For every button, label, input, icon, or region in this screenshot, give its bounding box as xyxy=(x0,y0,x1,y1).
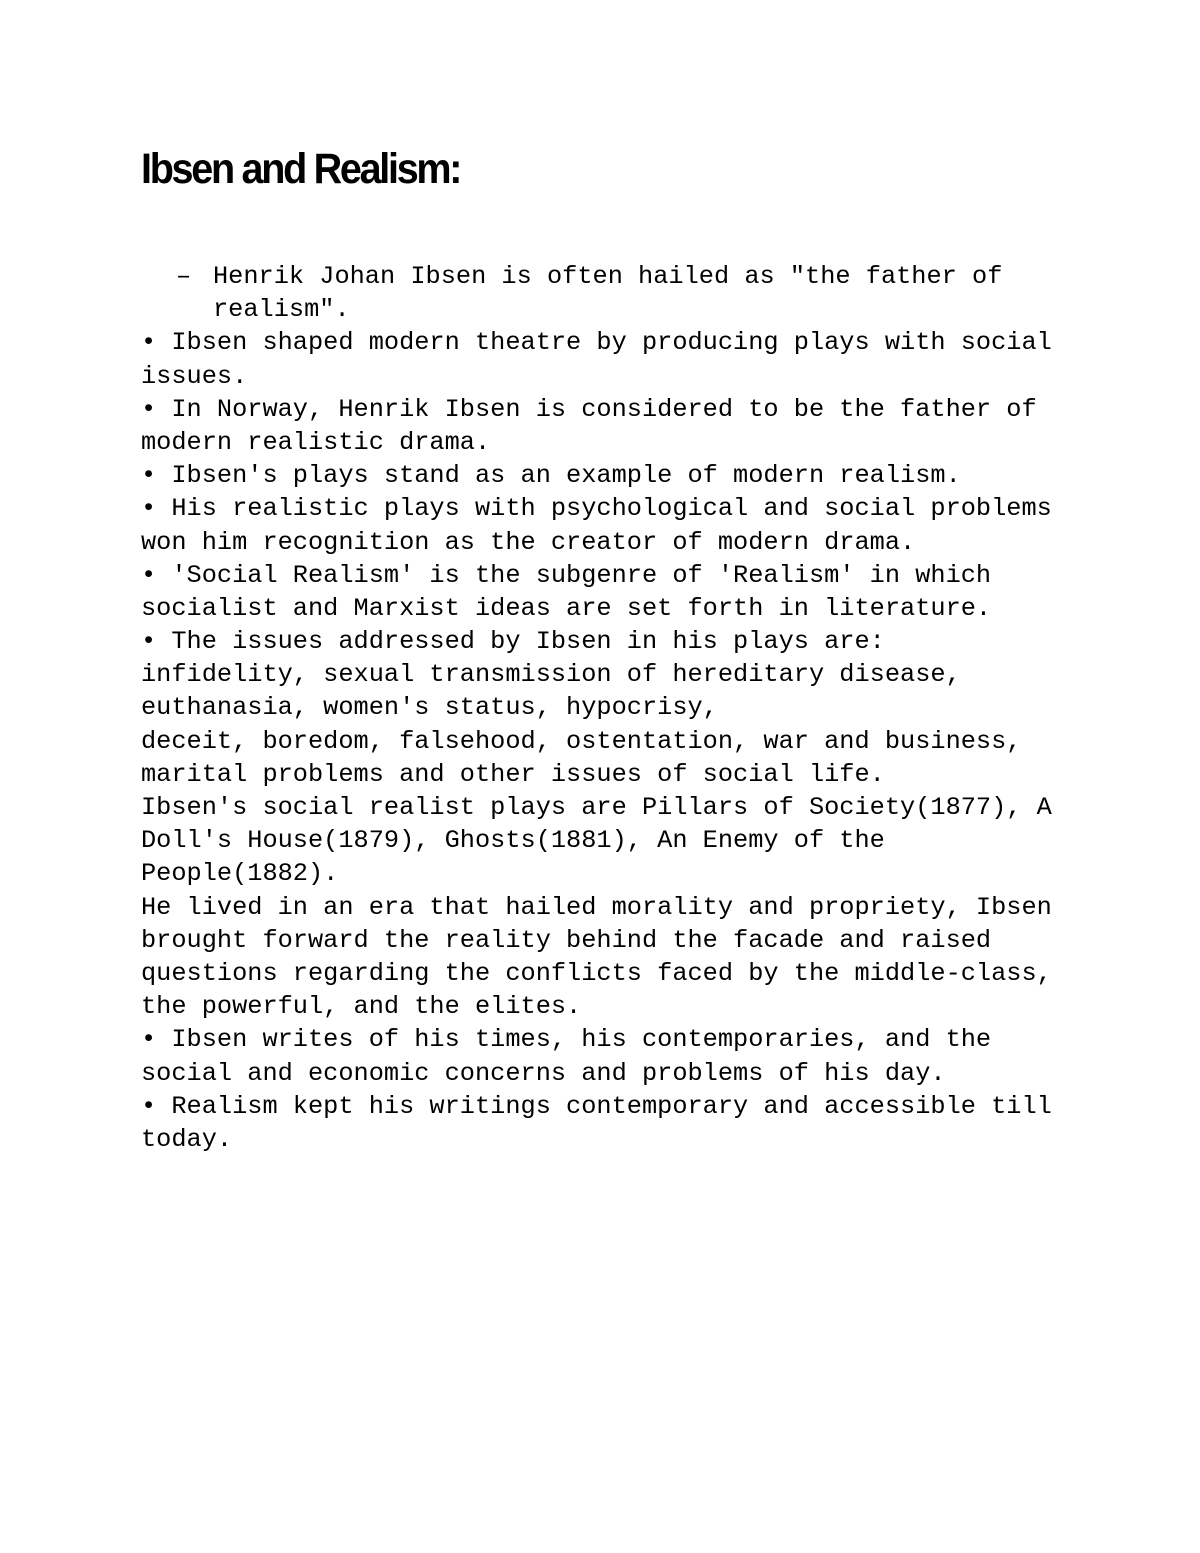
text-line: deceit, boredom, falsehood, ostentation, war and business, xyxy=(141,726,1022,756)
dash-marker: – xyxy=(176,262,192,291)
text-line: • Ibsen's plays stand as an example of modern realism. xyxy=(141,461,961,491)
text-line: modern realistic drama. xyxy=(141,427,491,457)
text-line: brought forward the reality behind the facade and raised xyxy=(141,925,992,955)
text-line: social and economic concerns and problems of his day. xyxy=(141,1058,946,1088)
text-line: • In Norway, Henrik Ibsen is considered to be the father of xyxy=(141,394,1037,424)
text-line: the powerful, and the elites. xyxy=(141,992,582,1022)
text-line: • Ibsen shaped modern theatre by producing plays with social xyxy=(141,328,1052,358)
text-line: infidelity, sexual transmission of hereditary disease, xyxy=(141,660,961,690)
document-body xyxy=(141,260,1071,1156)
dash-list-item xyxy=(141,260,1071,326)
text-line: • Ibsen writes of his times, his contemporaries, and the xyxy=(141,1025,992,1055)
text-line: People(1882). xyxy=(141,859,339,889)
dash-item-text: Henrik Johan Ibsen is often hailed as "the father of realism". xyxy=(213,262,1003,325)
text-line: • 'Social Realism' is the subgenre of 'Realism' in which xyxy=(141,560,992,590)
text-line: today. xyxy=(141,1124,233,1154)
text-line: He lived in an era that hailed morality and propriety, Ibsen xyxy=(141,892,1052,922)
text-line: issues. xyxy=(141,361,248,391)
text-line: • Realism kept his writings contemporary and accessible till xyxy=(141,1091,1052,1121)
text-line: Doll's House(1879), Ghosts(1881), An Enemy of the xyxy=(141,826,885,856)
text-line: • His realistic plays with psychological and social problems xyxy=(141,494,1052,524)
text-line: • The issues addressed by Ibsen in his plays are: xyxy=(141,627,885,657)
text-line: won him recognition as the creator of modern drama. xyxy=(141,527,916,557)
text-line: Ibsen's social realist plays are Pillars of Society(1877), A xyxy=(141,793,1052,823)
text-line: questions regarding the conflicts faced by the middle-class, xyxy=(141,958,1052,988)
text-line: marital problems and other issues of social life. xyxy=(141,759,885,789)
document-title: Ibsen and Realism: xyxy=(141,145,461,193)
text-line: socialist and Marxist ideas are set forth in literature. xyxy=(141,593,992,623)
text-line: euthanasia, women's status, hypocrisy, xyxy=(141,693,718,723)
